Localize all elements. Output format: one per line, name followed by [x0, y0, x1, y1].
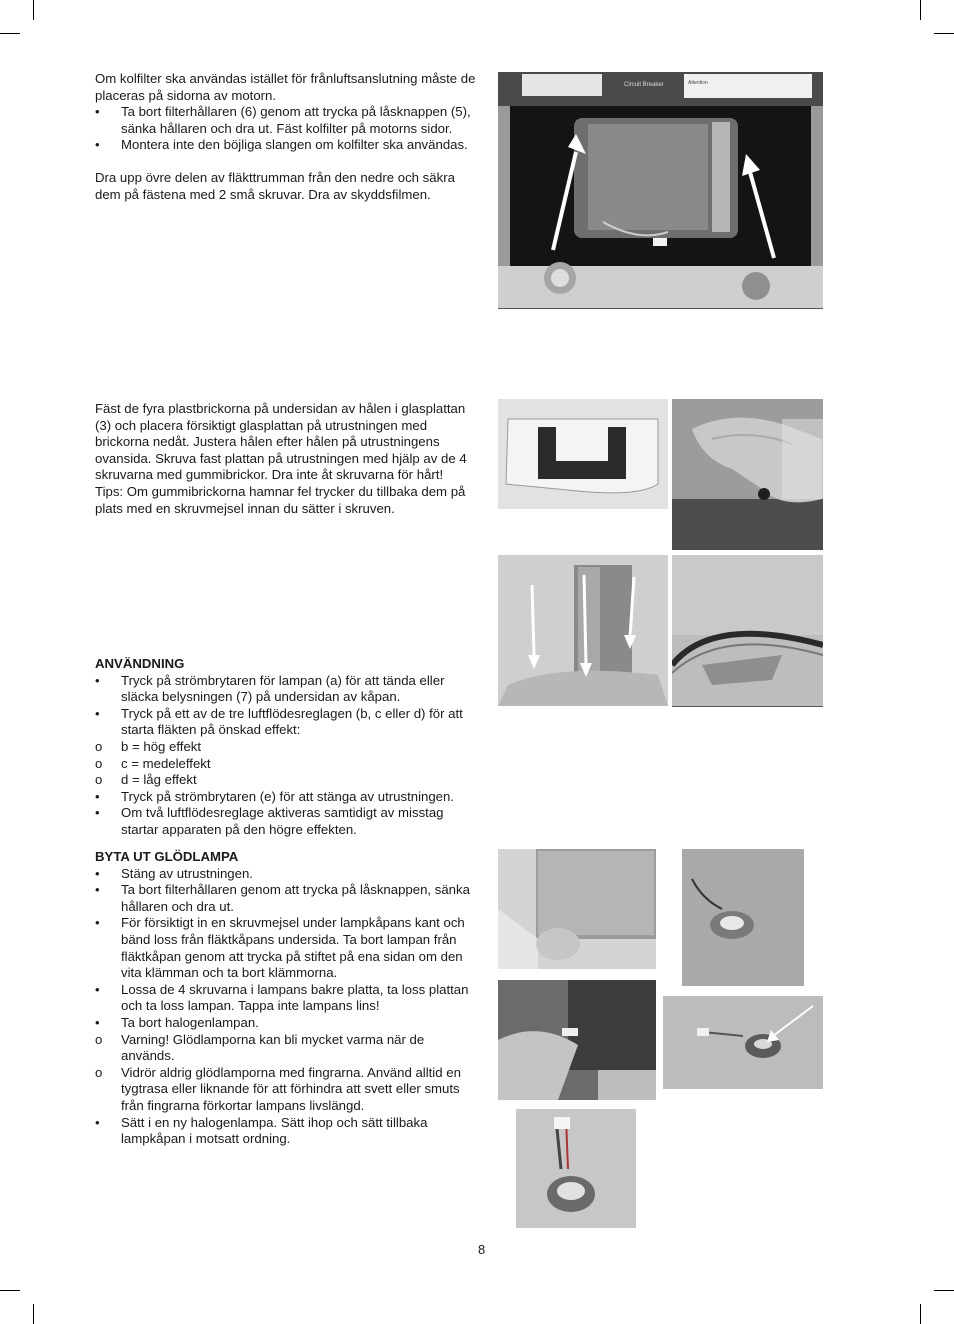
photo-glass-edge	[672, 555, 823, 707]
list-item: • Tryck på ett av de tre luftflödesreglagen (b, c eller d) för att starta fläkten på önskad effekt:	[95, 705, 463, 738]
list-item: • Om två luftflödesreglage aktiveras samtidigt av misstag startar apparaten på den högre effekten.	[95, 805, 444, 837]
list-item: • Tryck på strömbrytaren (e) för att stänga av utrustningen.	[95, 788, 455, 804]
section-bulb	[95, 849, 477, 1148]
photo-chimney-arrows	[498, 555, 668, 706]
photo-motor-carbon-filters	[498, 72, 823, 309]
list-item: • Montera inte den böjliga slangen om kolfilter ska användas.	[95, 137, 468, 153]
intro-paragraph: Om kolfilter ska användas istället för frånluftsanslutning måste de placeras på sidorna av motorn.	[95, 71, 476, 103]
photo-lamp	[682, 849, 804, 986]
crop-mark	[934, 1290, 954, 1291]
section-carbon-filter	[95, 71, 477, 203]
crop-mark	[920, 0, 921, 20]
crop-mark	[33, 1304, 34, 1324]
paragraph: Fäst de fyra plastbrickorna på undersidan av hålen i glasplattan (3) och placera försiktigt glasplattan på utrustningen med brickorna nedåt. Justera hålen efter hålen på utrustningens ovansida. Skruva fast plattan på utrustningen med hjälp av de 4 skruvarna med gummibrickor. Dra inte åt skruvarna för hårt! Tips: Om gummibrickorna hamnar fel trycker du tillbaka dem på plats med en skruvmejsel innan du sätter i skruven.	[95, 401, 467, 516]
list-item: o c = medeleffekt	[95, 755, 211, 771]
list-item: • För försiktigt in en skruvmejsel under lampkåpans kant och bänd loss från fläktkåpans undersida. Ta bort lampan från fläktkåpan genom att trycka på stiftet på ena sidan om den vita klämman och ta bort klämmorna.	[95, 915, 465, 981]
list-item: • Ta bort halogenlampan.	[95, 1014, 259, 1030]
photo-label: Circuit Breaker	[624, 82, 664, 88]
list-item: • Lossa de 4 skruvarna i lampans bakre platta, ta loss plattan och ta loss lampan. Tappa inte lampans lins!	[95, 981, 469, 1014]
list-item: • Tryck på strömbrytaren för lampan (a) för att tända eller släcka belysningen (7) på undersidan av kåpan.	[95, 672, 445, 705]
photo-wire-connector	[498, 980, 656, 1100]
crop-mark	[33, 0, 34, 20]
list-item: • Stäng av utrustningen.	[95, 865, 253, 881]
section-heading: ANVÄNDNING	[95, 656, 185, 671]
list-item: o b = hög effekt	[95, 738, 202, 754]
photo-label: Attention	[688, 80, 708, 86]
photo-hand-washer	[672, 399, 823, 550]
section-heading: BYTA UT GLÖDLAMPA	[95, 849, 239, 864]
section-usage	[95, 656, 477, 839]
section-glass-plate	[95, 401, 473, 517]
list-item: o Varning! Glödlamporna kan bli mycket varma när de används.	[95, 1031, 425, 1064]
photo-glass-plate	[498, 399, 668, 509]
list-item: o Vidrör aldrig glödlamporna med fingrarna. Använd alltid en tygtrasa eller liknande för att förhindra att svett eller smuts från fingrarna förkortar lampans livslängd.	[95, 1064, 461, 1113]
crop-mark	[0, 1290, 20, 1291]
crop-mark	[934, 33, 954, 34]
list-item: • Sätt i en ny halogenlampa. Sätt ihop och sätt tillbaka lampkåpan i motsatt ordning.	[95, 1114, 428, 1147]
list-item: • Ta bort filterhållaren genom att trycka på låsknappen, sänka hållaren och dra ut.	[95, 882, 470, 914]
photo-lamp-arrow	[663, 996, 823, 1089]
list-item: • Ta bort filterhållaren (6) genom att trycka på låsknappen (5), sänka hållaren och dra ut. Fäst kolfilter på motorns sidor.	[95, 104, 471, 136]
crop-mark	[920, 1304, 921, 1324]
crop-mark	[0, 33, 20, 34]
page-number: 8	[478, 1242, 486, 1257]
paragraph: Dra upp övre delen av fläkttrumman från den nedre och säkra dem på fästena med 2 små skruvar. Dra av skyddsfilmen.	[95, 169, 455, 202]
list-item: o d = låg effekt	[95, 772, 197, 788]
photo-lamp-housing	[516, 1109, 636, 1228]
photo-filter-removal	[498, 849, 656, 969]
